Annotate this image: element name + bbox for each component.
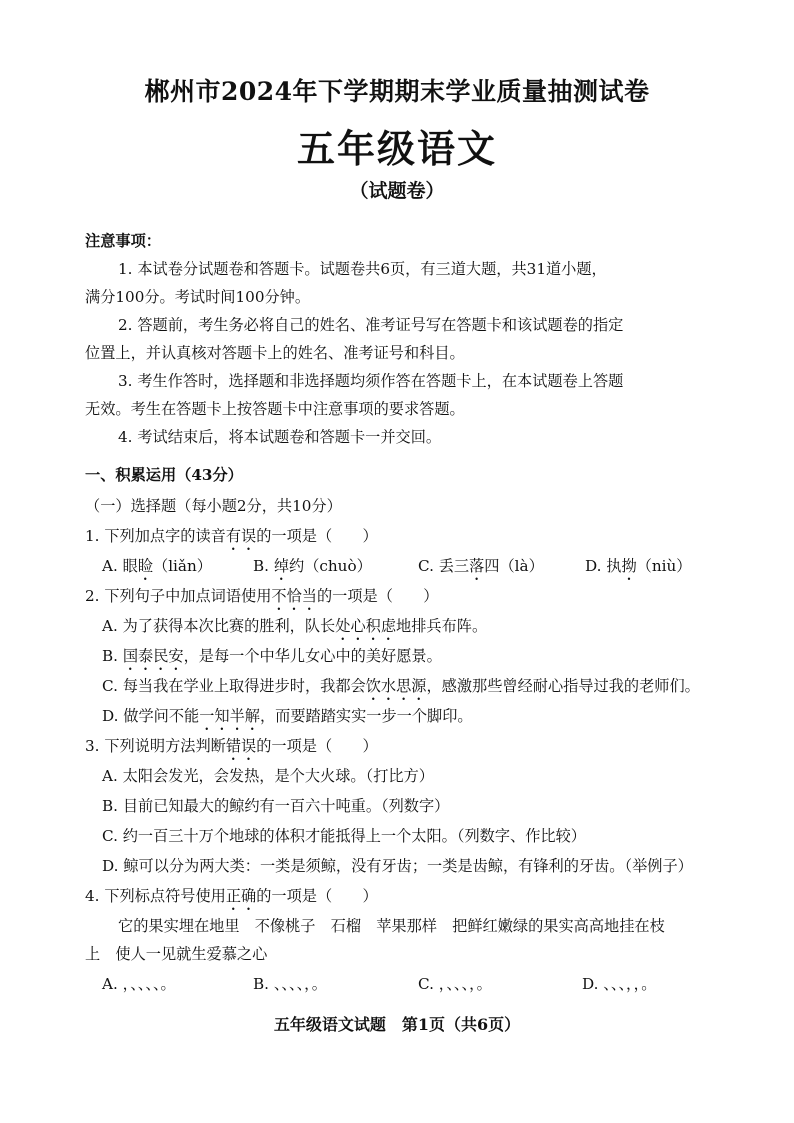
question-4-option-a: A. ，、、、、。 [102,975,176,993]
question-2-option-b: B. 国泰民安，是每一个中华儿女心中的美好愿景。 [102,647,442,665]
notice-line: 2. 答题前，考生务必将自己的姓名、准考证号写在答题卡和该试题卷的指定 [118,316,624,334]
notice-line: 位置上，并认真核对答题卡上的姓名、准考证号和科目。 [85,344,465,362]
question-3-option-a: A. 太阳会发光，会发热，是个大火球。（打比方） [102,767,434,785]
question-2-option-d: D. 做学问不能一知半解，而要踏踏实实一步一个脚印。 [102,707,473,725]
question-3-option-b: B. 目前已知最大的鲸约有一百六十吨重。（列数字） [102,797,450,815]
section-heading: 一、积累运用（43分） [85,466,243,484]
question-4-stem: 4. 下列标点符号使用正确的一项是（ ） [85,887,378,905]
subject-title: 五年级语文 [296,126,497,171]
question-4-passage: 它的果实埋在地里 不像桃子 石榴 苹果那样 把鲜红嫩绿的果实高高地挂在枝 [118,917,665,935]
question-1-option-a: A. 眼睑（liǎn） [102,557,212,575]
question-4-passage: 上 使人一见就生爱慕之心 [85,945,268,963]
question-3-stem: 3. 下列说明方法判断错误的一项是（ ） [85,737,378,755]
notice-line: 3. 考生作答时，选择题和非选择题均须作答在答题卡上，在本试题卷上答题 [118,372,624,390]
notice-line: 满分100分。考试时间100分钟。 [85,288,311,306]
question-2-stem: 2. 下列句子中加点词语使用不恰当的一项是（ ） [85,587,439,605]
question-1-option-d: D. 执拗（niù） [585,557,692,575]
question-1-option-c: C. 丢三落四（là） [418,557,544,575]
question-2-option-a: A. 为了获得本次比赛的胜利，队长处心积虑地排兵布阵。 [102,617,488,635]
question-4-option-d: D. 、、、，，。 [582,975,657,993]
notice-line: 1. 本试卷分试题卷和答题卡。试题卷共6页，有三道大题，共31道小题， [118,260,607,278]
notice-line: 4. 考试结束后，将本试题卷和答题卡一并交回。 [118,428,442,446]
paper-type-label: （试题卷） [349,180,445,202]
subsection-heading: （一）选择题（每小题2分，共10分） [85,497,342,515]
notice-heading: 注意事项： [85,232,161,250]
exam-title: 郴州市2024年下学期期末学业质量抽测试卷 [144,77,650,106]
question-2-option-c: C. 每当我在学业上取得进步时，我都会饮水思源，感激那些曾经耐心指导过我的老师们。 [102,677,700,695]
question-4-option-c: C. ，、、、，。 [418,975,492,993]
question-1-stem: 1. 下列加点字的读音有误的一项是（ ） [85,527,378,545]
question-4-option-b: B. 、、、、，。 [253,975,327,993]
question-1-option-b: B. 绰约（chuò） [253,557,372,575]
notice-line: 无效。考生在答题卡上按答题卡中注意事项的要求答题。 [85,400,465,418]
question-3-option-d: D. 鲸可以分为两大类：一类是须鲸，没有牙齿；一类是齿鲸，有锋利的牙齿。（举例子） [102,857,693,875]
page-footer: 五年级语文试题 第1页（共6页） [273,1015,521,1034]
question-3-option-c: C. 约一百三十万个地球的体积才能抵得上一个太阳。（列数字、作比较） [102,827,586,845]
